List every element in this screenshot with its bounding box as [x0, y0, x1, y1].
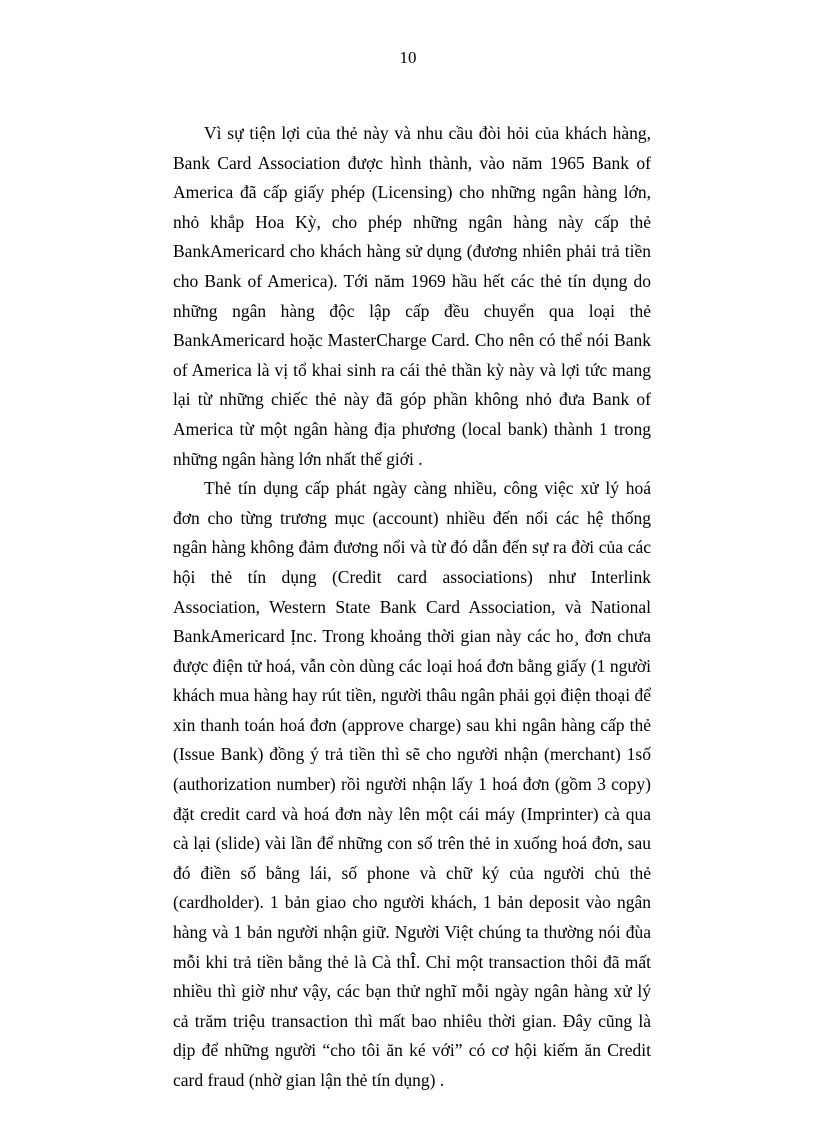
- paragraph-credit-card-associations: Thẻ tín dụng cấp phát ngày càng nhiều, công việc xử lý hoá đơn cho từng trương mục (account) nhiều đến nổi các hệ thống ngân hàng không đảm đương nổi và từ đó dẫn đến sự ra đời của các hội thẻ tín dụng (Credit card associations) như Interlink Association, Western State Bank Card Association, và National BankAmericard Ịnc. Trong khoảng thời gian này các ho¸ đơn chưa được điện tử hoá, vẫn còn dùng các loại hoá đơn bằng giấy (1 người khách mua hàng hay rút tiền, người thâu ngân phải gọi điện thoại để xin thanh toán hoá đơn (approve charge) sau khi ngân hàng cấp thẻ (Issue Bank) đồng ý trả tiền thì sẽ cho người nhận (merchant) 1số (authorization number) rồi người nhận lấy 1 hoá đơn (gồm 3 copy) đặt credit card và hoá đơn này lên một cái máy (Imprinter) cà qua cà lại (slide) vài lần để những con số trên thẻ in xuống hoá đơn, sau đó điền số bằng lái, số phone và chữ ký của người chủ thẻ (cardholder). 1 bản giao cho người khách, 1 bản deposit vào ngân hàng và 1 bản người nhận giữ. Người Việt chúng ta thường nói đùa mỗi khi trả tiền bằng thẻ là Cà thÎ. Chỉ một transaction thôi đã mất nhiều thì giờ như vậy, các bạn thử nghĩ mỗi ngày ngân hàng xử lý cả trăm triệu transaction thì mất bao nhiêu thời gian. Đây cũng là dịp để những người “cho tôi ăn ké với” có cơ hội kiếm ăn Credit card fraud (nhờ gian lận thẻ tín dụng) .: [173, 478, 651, 1090]
- body-text: [173, 119, 651, 1096]
- page-number: 10: [399, 48, 417, 67]
- paragraph-bank-card-association: Vì sự tiện lợi của thẻ này và nhu cầu đòi hỏi của khách hàng, Bank Card Association được hình thành, vào năm 1965 Bank of America đã cấp giấy phép (Licensing) cho những ngân hàng lớn, nhỏ khắp Hoa Kỳ, cho phép những ngân hàng này cấp thẻ BankAmericard cho khách hàng sử dụng (đương nhiên phải trả tiền cho Bank of America). Tới năm 1969 hầu hết các thẻ tín dụng do những ngân hàng độc lập cấp đều chuyển qua loại thẻ BankAmericard hoặc MasterCharge Card. Cho nên có thể nói Bank of America là vị tổ khai sinh ra cái thẻ thần kỳ này và lợi tức mang lại từ những chiếc thẻ này đã góp phần không nhỏ đưa Bank of America từ một ngân hàng địa phương (local bank) thành 1 trong những ngân hàng lớn nhất thế giới .: [173, 123, 651, 469]
